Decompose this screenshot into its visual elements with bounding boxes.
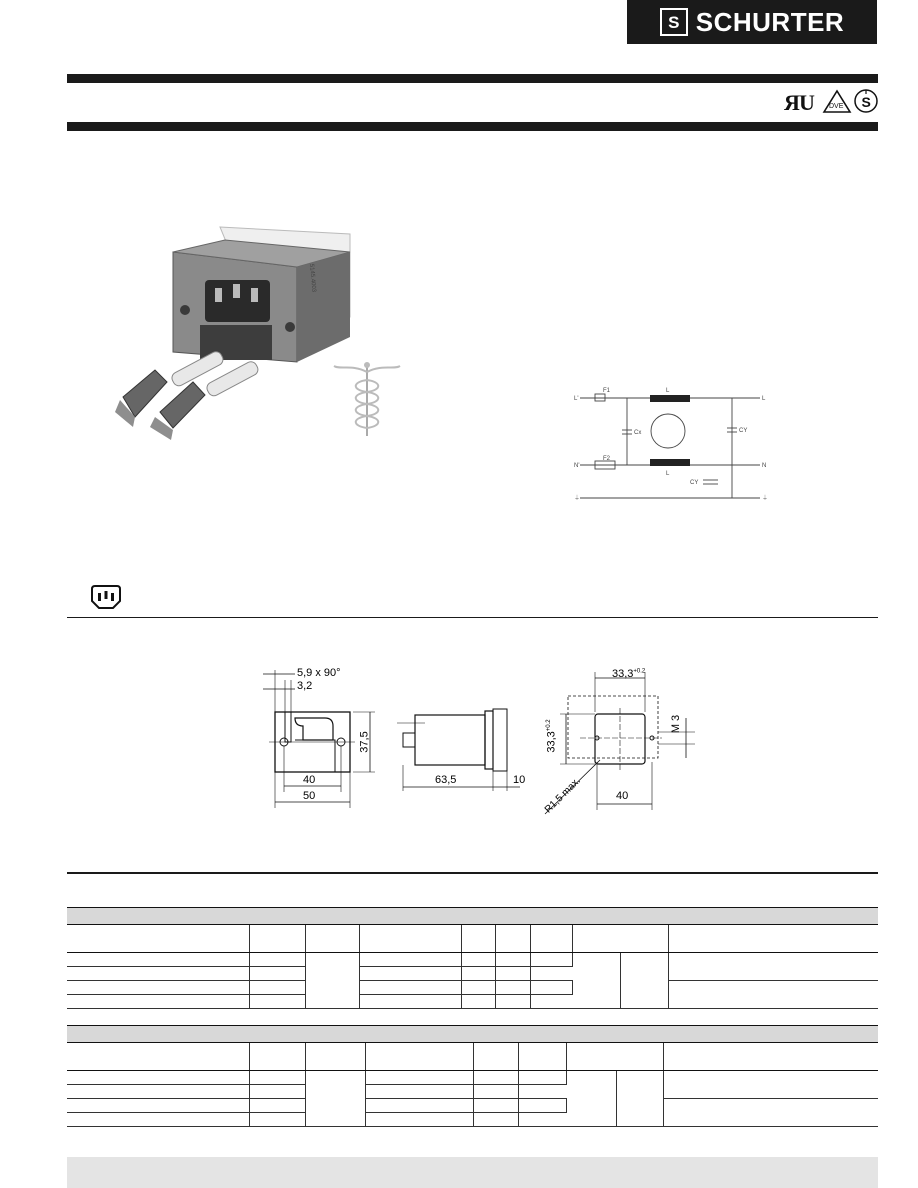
- svg-text:5145.4003: 5145.4003: [308, 263, 317, 293]
- ul-recognized-icon: [784, 90, 815, 115]
- svg-text:L': L': [574, 396, 579, 402]
- approval-marks: [784, 88, 880, 116]
- svg-text:N': N': [574, 463, 580, 469]
- header-rule-bottom: [67, 122, 878, 131]
- dim-radius: R1,5 max.: [542, 775, 583, 816]
- table1-header-row: [67, 925, 878, 953]
- svg-text:CY: CY: [739, 428, 748, 434]
- side-view-drawing: [395, 705, 525, 795]
- svg-text:Cx: Cx: [634, 430, 642, 436]
- table-row: [67, 953, 878, 967]
- dim-cutout-pitch: 40: [616, 790, 629, 802]
- svg-text:CY: CY: [690, 480, 699, 486]
- table-row: [67, 981, 878, 995]
- footer-band: [67, 1157, 878, 1188]
- filter-schematic: [570, 380, 770, 505]
- svg-text:F2: F2: [603, 456, 611, 462]
- svg-text:L: L: [762, 396, 766, 402]
- brand-logo: [627, 0, 877, 44]
- dim-offset: 3,2: [297, 680, 313, 692]
- vde-triangle-icon: [824, 91, 850, 112]
- product-photo: [105, 222, 355, 447]
- iec-c14-icon: [89, 583, 123, 611]
- dim-width: 50: [303, 790, 316, 802]
- dim-depth: 63,5: [435, 774, 457, 786]
- table2-header-band: [67, 1025, 878, 1043]
- svg-text:L: L: [666, 471, 670, 477]
- table2-header-row: [67, 1043, 878, 1071]
- dim-cutout-height: $33,3^{+0.2}$: [545, 719, 558, 753]
- svg-text:F1: F1: [603, 388, 611, 394]
- table-row: [67, 1071, 878, 1085]
- dim-cutout-width: $33,3^{+0.2}$: [612, 668, 646, 680]
- svg-text:L: L: [666, 388, 670, 394]
- brand-mark: S: [660, 8, 688, 36]
- dim-height: 37,5: [358, 731, 371, 753]
- table2: [67, 1043, 878, 1127]
- svg-text:U: U: [799, 90, 815, 115]
- dim-flange: 10: [513, 774, 526, 786]
- table1: [67, 925, 878, 1009]
- section-divider-2: [67, 872, 878, 874]
- svg-text:Я: Я: [784, 90, 800, 115]
- dim-pitch: 40: [303, 774, 316, 786]
- table-row: [67, 1099, 878, 1113]
- brand-name: SCHURTER: [695, 6, 845, 37]
- svg-text:DVE: DVE: [829, 103, 844, 110]
- dim-chamfer: 5,9 x 90°: [297, 667, 341, 679]
- semko-circle-icon: [855, 90, 877, 112]
- svg-text:N: N: [762, 463, 767, 469]
- header-rule-top: [67, 74, 878, 83]
- section-divider: [67, 617, 878, 618]
- svg-text:⏚: ⏚: [762, 496, 769, 502]
- table1-header-band: [67, 907, 878, 925]
- svg-text:S: S: [861, 94, 871, 110]
- dim-screw: M 3: [670, 714, 683, 734]
- medical-caduceus-icon: [332, 360, 402, 440]
- svg-text:⏚: ⏚: [574, 496, 581, 502]
